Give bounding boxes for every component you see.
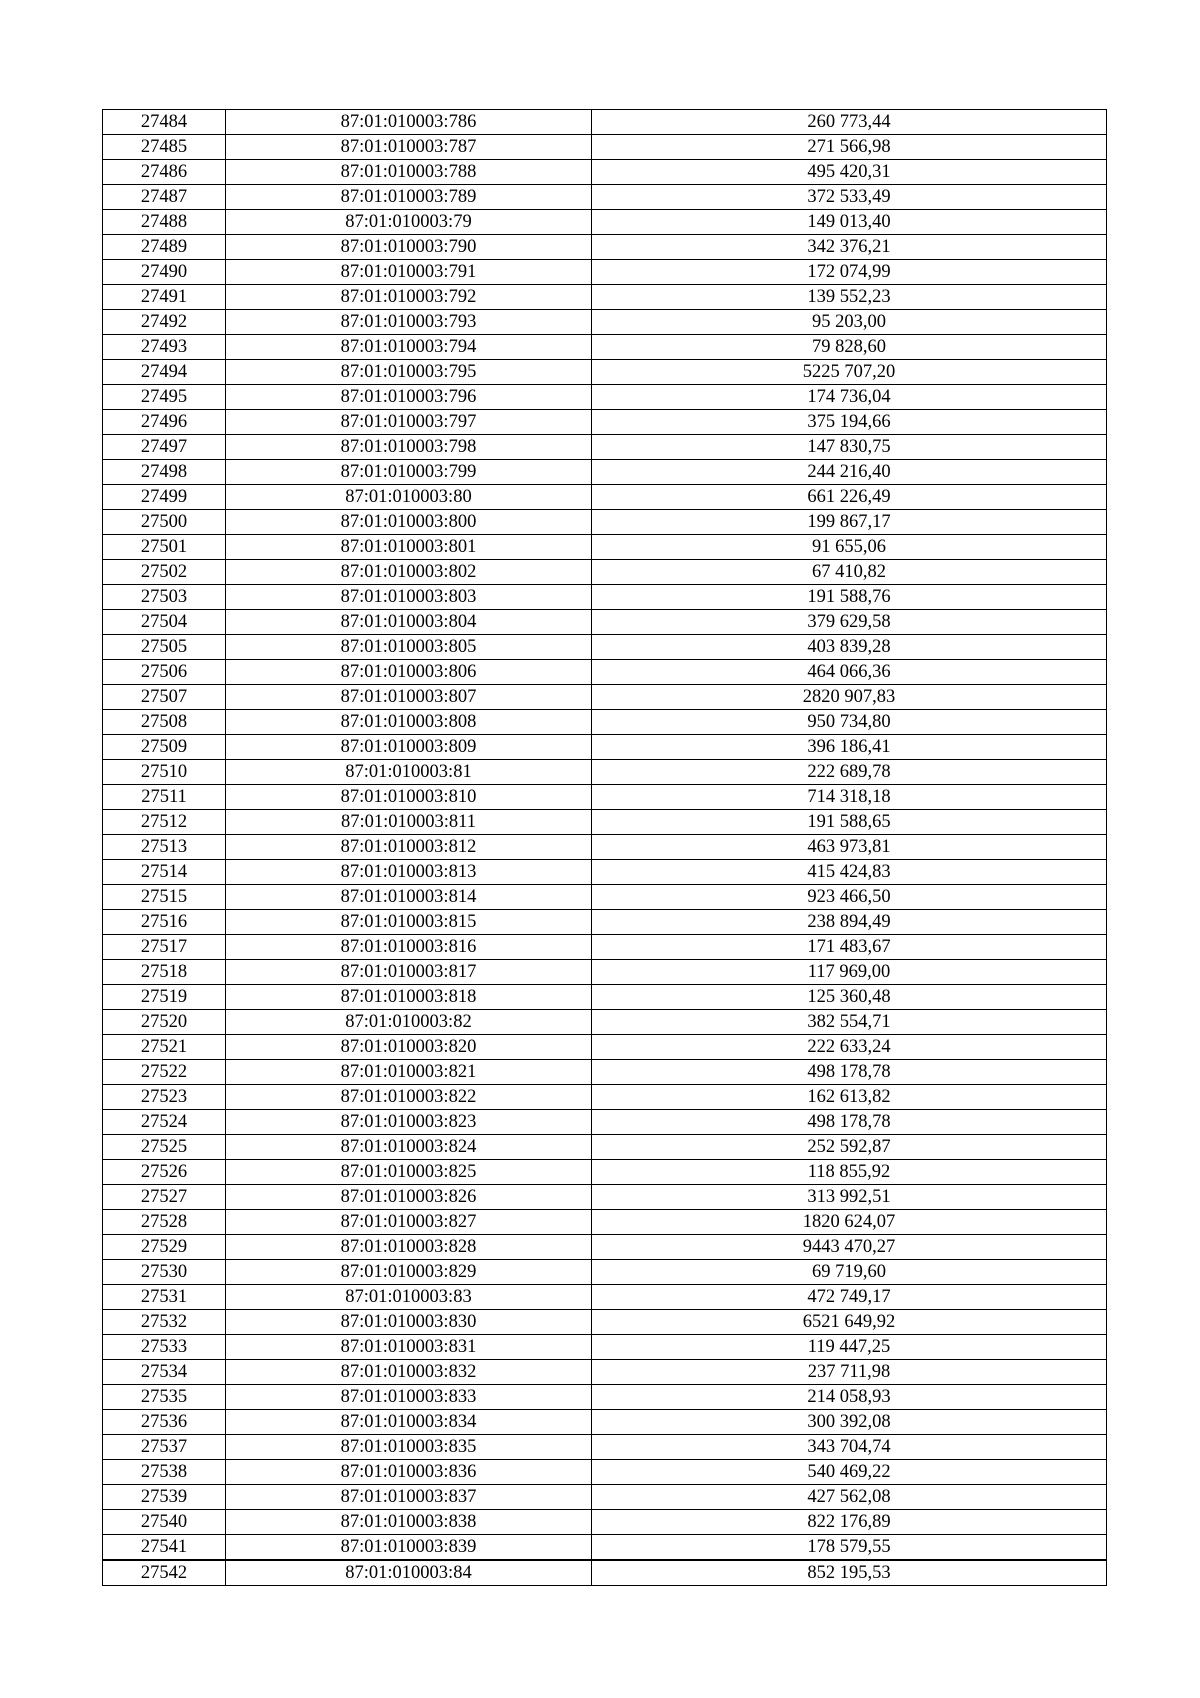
cadastral-value-cell: 464 066,36 — [592, 660, 1107, 685]
cadastral-value-cell: 118 855,92 — [592, 1160, 1107, 1185]
cadastral-number-cell: 87:01:010003:828 — [226, 1235, 592, 1260]
table-row — [103, 810, 1107, 835]
cadastral-value-cell: 238 894,49 — [592, 910, 1107, 935]
row-number-cell: 27535 — [103, 1385, 226, 1410]
row-number-cell: 27500 — [103, 510, 226, 535]
row-number-cell: 27538 — [103, 1460, 226, 1485]
table-row — [103, 485, 1107, 510]
row-number-cell: 27507 — [103, 685, 226, 710]
cadastral-number-cell: 87:01:010003:808 — [226, 710, 592, 735]
cadastral-value-cell: 498 178,78 — [592, 1060, 1107, 1085]
row-number-cell: 27520 — [103, 1010, 226, 1035]
cadastral-number-cell: 87:01:010003:826 — [226, 1185, 592, 1210]
cadastral-number-cell: 87:01:010003:813 — [226, 860, 592, 885]
cadastral-value-cell: 119 447,25 — [592, 1335, 1107, 1360]
row-number-cell: 27485 — [103, 135, 226, 160]
row-number-cell: 27501 — [103, 535, 226, 560]
row-number-cell: 27525 — [103, 1135, 226, 1160]
cadastral-value-cell: 463 973,81 — [592, 835, 1107, 860]
cadastral-value-cell: 162 613,82 — [592, 1085, 1107, 1110]
cadastral-value-cell: 5225 707,20 — [592, 360, 1107, 385]
table-row — [103, 1410, 1107, 1435]
row-number-cell: 27499 — [103, 485, 226, 510]
cadastral-value-cell: 661 226,49 — [592, 485, 1107, 510]
cadastral-number-cell: 87:01:010003:84 — [226, 1560, 592, 1586]
cadastral-number-cell: 87:01:010003:792 — [226, 285, 592, 310]
cadastral-value-cell: 191 588,76 — [592, 585, 1107, 610]
cadastral-number-cell: 87:01:010003:807 — [226, 685, 592, 710]
cadastral-value-cell: 79 828,60 — [592, 335, 1107, 360]
row-number-cell: 27498 — [103, 460, 226, 485]
table-row — [103, 310, 1107, 335]
cadastral-value-cell: 260 773,44 — [592, 110, 1107, 135]
cadastral-value-cell: 171 483,67 — [592, 935, 1107, 960]
table-row — [103, 1310, 1107, 1335]
row-number-cell: 27496 — [103, 410, 226, 435]
row-number-cell: 27502 — [103, 560, 226, 585]
cadastral-value-table — [102, 109, 1107, 1586]
row-number-cell: 27495 — [103, 385, 226, 410]
row-number-cell: 27530 — [103, 1260, 226, 1285]
table-row — [103, 935, 1107, 960]
row-number-cell: 27513 — [103, 835, 226, 860]
cadastral-number-cell: 87:01:010003:788 — [226, 160, 592, 185]
row-number-cell: 27539 — [103, 1485, 226, 1510]
table-row — [103, 235, 1107, 260]
table-row — [103, 1385, 1107, 1410]
table-row — [103, 160, 1107, 185]
row-number-cell: 27522 — [103, 1060, 226, 1085]
cadastral-value-cell: 343 704,74 — [592, 1435, 1107, 1460]
row-number-cell: 27489 — [103, 235, 226, 260]
cadastral-number-cell: 87:01:010003:823 — [226, 1110, 592, 1135]
table-row — [103, 1110, 1107, 1135]
table-row — [103, 635, 1107, 660]
cadastral-value-cell: 222 633,24 — [592, 1035, 1107, 1060]
cadastral-value-cell: 9443 470,27 — [592, 1235, 1107, 1260]
row-number-cell: 27487 — [103, 185, 226, 210]
cadastral-number-cell: 87:01:010003:798 — [226, 435, 592, 460]
cadastral-number-cell: 87:01:010003:830 — [226, 1310, 592, 1335]
table-body — [103, 110, 1107, 1586]
cadastral-number-cell: 87:01:010003:817 — [226, 960, 592, 985]
cadastral-number-cell: 87:01:010003:79 — [226, 210, 592, 235]
table-row — [103, 710, 1107, 735]
cadastral-number-cell: 87:01:010003:821 — [226, 1060, 592, 1085]
cadastral-value-cell: 427 562,08 — [592, 1485, 1107, 1510]
table-row — [103, 1260, 1107, 1285]
table-row — [103, 435, 1107, 460]
cadastral-number-cell: 87:01:010003:795 — [226, 360, 592, 385]
cadastral-value-cell: 69 719,60 — [592, 1260, 1107, 1285]
table-row — [103, 360, 1107, 385]
cadastral-number-cell: 87:01:010003:811 — [226, 810, 592, 835]
table-row — [103, 910, 1107, 935]
row-number-cell: 27528 — [103, 1210, 226, 1235]
row-number-cell: 27537 — [103, 1435, 226, 1460]
cadastral-value-cell: 313 992,51 — [592, 1185, 1107, 1210]
table-row — [103, 885, 1107, 910]
cadastral-value-cell: 396 186,41 — [592, 735, 1107, 760]
cadastral-number-cell: 87:01:010003:835 — [226, 1435, 592, 1460]
row-number-cell: 27491 — [103, 285, 226, 310]
cadastral-value-cell: 222 689,78 — [592, 760, 1107, 785]
table-row — [103, 1510, 1107, 1535]
table-row — [103, 410, 1107, 435]
cadastral-value-cell: 244 216,40 — [592, 460, 1107, 485]
cadastral-number-cell: 87:01:010003:794 — [226, 335, 592, 360]
cadastral-value-cell: 237 711,98 — [592, 1360, 1107, 1385]
cadastral-number-cell: 87:01:010003:837 — [226, 1485, 592, 1510]
cadastral-number-cell: 87:01:010003:787 — [226, 135, 592, 160]
table-row — [103, 1160, 1107, 1185]
row-number-cell: 27523 — [103, 1085, 226, 1110]
cadastral-number-cell: 87:01:010003:814 — [226, 885, 592, 910]
row-number-cell: 27533 — [103, 1335, 226, 1360]
row-number-cell: 27512 — [103, 810, 226, 835]
table-row — [103, 610, 1107, 635]
table-row — [103, 285, 1107, 310]
row-number-cell: 27505 — [103, 635, 226, 660]
cadastral-value-cell: 472 749,17 — [592, 1285, 1107, 1310]
table-row — [103, 260, 1107, 285]
cadastral-number-cell: 87:01:010003:802 — [226, 560, 592, 585]
table-row — [103, 1060, 1107, 1085]
row-number-cell: 27540 — [103, 1510, 226, 1535]
row-number-cell: 27490 — [103, 260, 226, 285]
row-number-cell: 27484 — [103, 110, 226, 135]
table-row — [103, 1435, 1107, 1460]
cadastral-number-cell: 87:01:010003:818 — [226, 985, 592, 1010]
table-row — [103, 760, 1107, 785]
cadastral-value-cell: 950 734,80 — [592, 710, 1107, 735]
row-number-cell: 27531 — [103, 1285, 226, 1310]
cadastral-value-cell: 379 629,58 — [592, 610, 1107, 635]
table-row — [103, 335, 1107, 360]
cadastral-number-cell: 87:01:010003:804 — [226, 610, 592, 635]
cadastral-value-cell: 495 420,31 — [592, 160, 1107, 185]
cadastral-number-cell: 87:01:010003:803 — [226, 585, 592, 610]
cadastral-number-cell: 87:01:010003:82 — [226, 1010, 592, 1035]
table-row — [103, 1185, 1107, 1210]
cadastral-number-cell: 87:01:010003:806 — [226, 660, 592, 685]
cadastral-number-cell: 87:01:010003:834 — [226, 1410, 592, 1435]
cadastral-value-cell: 199 867,17 — [592, 510, 1107, 535]
cadastral-value-cell: 271 566,98 — [592, 135, 1107, 160]
table-row — [103, 1360, 1107, 1385]
row-number-cell: 27536 — [103, 1410, 226, 1435]
cadastral-value-cell: 403 839,28 — [592, 635, 1107, 660]
table-row — [103, 1335, 1107, 1360]
cadastral-number-cell: 87:01:010003:793 — [226, 310, 592, 335]
row-number-cell: 27493 — [103, 335, 226, 360]
row-number-cell: 27526 — [103, 1160, 226, 1185]
cadastral-value-cell: 1820 624,07 — [592, 1210, 1107, 1235]
row-number-cell: 27521 — [103, 1035, 226, 1060]
cadastral-value-cell: 174 736,04 — [592, 385, 1107, 410]
cadastral-number-cell: 87:01:010003:833 — [226, 1385, 592, 1410]
cadastral-value-cell: 149 013,40 — [592, 210, 1107, 235]
row-number-cell: 27486 — [103, 160, 226, 185]
table-row — [103, 210, 1107, 235]
table-row — [103, 1210, 1107, 1235]
table-row — [103, 835, 1107, 860]
cadastral-value-cell: 252 592,87 — [592, 1135, 1107, 1160]
row-number-cell: 27510 — [103, 760, 226, 785]
row-number-cell: 27518 — [103, 960, 226, 985]
cadastral-value-cell: 172 074,99 — [592, 260, 1107, 285]
row-number-cell: 27515 — [103, 885, 226, 910]
table-row — [103, 1235, 1107, 1260]
table-row — [103, 785, 1107, 810]
cadastral-value-cell: 372 533,49 — [592, 185, 1107, 210]
cadastral-value-cell: 540 469,22 — [592, 1460, 1107, 1485]
table-row — [103, 985, 1107, 1010]
cadastral-number-cell: 87:01:010003:799 — [226, 460, 592, 485]
table-row — [103, 660, 1107, 685]
row-number-cell: 27529 — [103, 1235, 226, 1260]
cadastral-number-cell: 87:01:010003:80 — [226, 485, 592, 510]
cadastral-number-cell: 87:01:010003:810 — [226, 785, 592, 810]
cadastral-number-cell: 87:01:010003:820 — [226, 1035, 592, 1060]
cadastral-number-cell: 87:01:010003:824 — [226, 1135, 592, 1160]
row-number-cell: 27511 — [103, 785, 226, 810]
cadastral-value-cell: 382 554,71 — [592, 1010, 1107, 1035]
table-row — [103, 510, 1107, 535]
cadastral-number-cell: 87:01:010003:839 — [226, 1535, 592, 1561]
cadastral-value-cell: 191 588,65 — [592, 810, 1107, 835]
cadastral-value-cell: 178 579,55 — [592, 1535, 1107, 1561]
table-row — [103, 135, 1107, 160]
row-number-cell: 27524 — [103, 1110, 226, 1135]
cadastral-number-cell: 87:01:010003:832 — [226, 1360, 592, 1385]
row-number-cell: 27508 — [103, 710, 226, 735]
cadastral-number-cell: 87:01:010003:805 — [226, 635, 592, 660]
cadastral-value-cell: 91 655,06 — [592, 535, 1107, 560]
cadastral-value-cell: 300 392,08 — [592, 1410, 1107, 1435]
table-row — [103, 460, 1107, 485]
cadastral-number-cell: 87:01:010003:822 — [226, 1085, 592, 1110]
cadastral-value-cell: 214 058,93 — [592, 1385, 1107, 1410]
cadastral-value-cell: 139 552,23 — [592, 285, 1107, 310]
table-row — [103, 1085, 1107, 1110]
row-number-cell: 27514 — [103, 860, 226, 885]
table-row — [103, 685, 1107, 710]
cadastral-number-cell: 87:01:010003:786 — [226, 110, 592, 135]
row-number-cell: 27532 — [103, 1310, 226, 1335]
cadastral-number-cell: 87:01:010003:800 — [226, 510, 592, 535]
row-number-cell: 27509 — [103, 735, 226, 760]
table-row — [103, 110, 1107, 135]
table-row — [103, 560, 1107, 585]
row-number-cell: 27517 — [103, 935, 226, 960]
row-number-cell: 27534 — [103, 1360, 226, 1385]
cadastral-value-cell: 67 410,82 — [592, 560, 1107, 585]
cadastral-value-cell: 852 195,53 — [592, 1560, 1107, 1586]
table-row — [103, 1485, 1107, 1510]
cadastral-value-cell: 2820 907,83 — [592, 685, 1107, 710]
row-number-cell: 27494 — [103, 360, 226, 385]
cadastral-number-cell: 87:01:010003:838 — [226, 1510, 592, 1535]
table-row — [103, 860, 1107, 885]
cadastral-value-cell: 95 203,00 — [592, 310, 1107, 335]
cadastral-value-cell: 375 194,66 — [592, 410, 1107, 435]
cadastral-number-cell: 87:01:010003:815 — [226, 910, 592, 935]
table-row — [103, 735, 1107, 760]
cadastral-number-cell: 87:01:010003:790 — [226, 235, 592, 260]
cadastral-value-cell: 714 318,18 — [592, 785, 1107, 810]
row-number-cell: 27497 — [103, 435, 226, 460]
row-number-cell: 27541 — [103, 1535, 226, 1561]
table-row — [103, 385, 1107, 410]
row-number-cell: 27516 — [103, 910, 226, 935]
table-row — [103, 535, 1107, 560]
cadastral-value-cell: 342 376,21 — [592, 235, 1107, 260]
table-row — [103, 1010, 1107, 1035]
cadastral-number-cell: 87:01:010003:83 — [226, 1285, 592, 1310]
cadastral-value-cell: 117 969,00 — [592, 960, 1107, 985]
cadastral-value-cell: 498 178,78 — [592, 1110, 1107, 1135]
cadastral-value-cell: 822 176,89 — [592, 1510, 1107, 1535]
cadastral-number-cell: 87:01:010003:827 — [226, 1210, 592, 1235]
row-number-cell: 27519 — [103, 985, 226, 1010]
cadastral-number-cell: 87:01:010003:797 — [226, 410, 592, 435]
cadastral-number-cell: 87:01:010003:812 — [226, 835, 592, 860]
cadastral-number-cell: 87:01:010003:809 — [226, 735, 592, 760]
cadastral-number-cell: 87:01:010003:831 — [226, 1335, 592, 1360]
table-row — [103, 585, 1107, 610]
row-number-cell: 27488 — [103, 210, 226, 235]
row-number-cell: 27542 — [103, 1560, 226, 1586]
cadastral-number-cell: 87:01:010003:81 — [226, 760, 592, 785]
cadastral-value-cell: 415 424,83 — [592, 860, 1107, 885]
cadastral-number-cell: 87:01:010003:836 — [226, 1460, 592, 1485]
row-number-cell: 27503 — [103, 585, 226, 610]
table-row — [103, 1285, 1107, 1310]
table-row — [103, 960, 1107, 985]
cadastral-number-cell: 87:01:010003:829 — [226, 1260, 592, 1285]
cadastral-number-cell: 87:01:010003:796 — [226, 385, 592, 410]
table-row — [103, 1135, 1107, 1160]
table-row — [103, 1035, 1107, 1060]
cadastral-value-cell: 147 830,75 — [592, 435, 1107, 460]
cadastral-number-cell: 87:01:010003:825 — [226, 1160, 592, 1185]
cadastral-value-cell: 923 466,50 — [592, 885, 1107, 910]
table-row — [103, 1560, 1107, 1586]
cadastral-value-cell: 6521 649,92 — [592, 1310, 1107, 1335]
table-row — [103, 1535, 1107, 1561]
table-row — [103, 185, 1107, 210]
cadastral-number-cell: 87:01:010003:801 — [226, 535, 592, 560]
row-number-cell: 27527 — [103, 1185, 226, 1210]
cadastral-number-cell: 87:01:010003:791 — [226, 260, 592, 285]
table-row — [103, 1460, 1107, 1485]
cadastral-value-cell: 125 360,48 — [592, 985, 1107, 1010]
row-number-cell: 27492 — [103, 310, 226, 335]
cadastral-number-cell: 87:01:010003:816 — [226, 935, 592, 960]
cadastral-number-cell: 87:01:010003:789 — [226, 185, 592, 210]
row-number-cell: 27506 — [103, 660, 226, 685]
row-number-cell: 27504 — [103, 610, 226, 635]
